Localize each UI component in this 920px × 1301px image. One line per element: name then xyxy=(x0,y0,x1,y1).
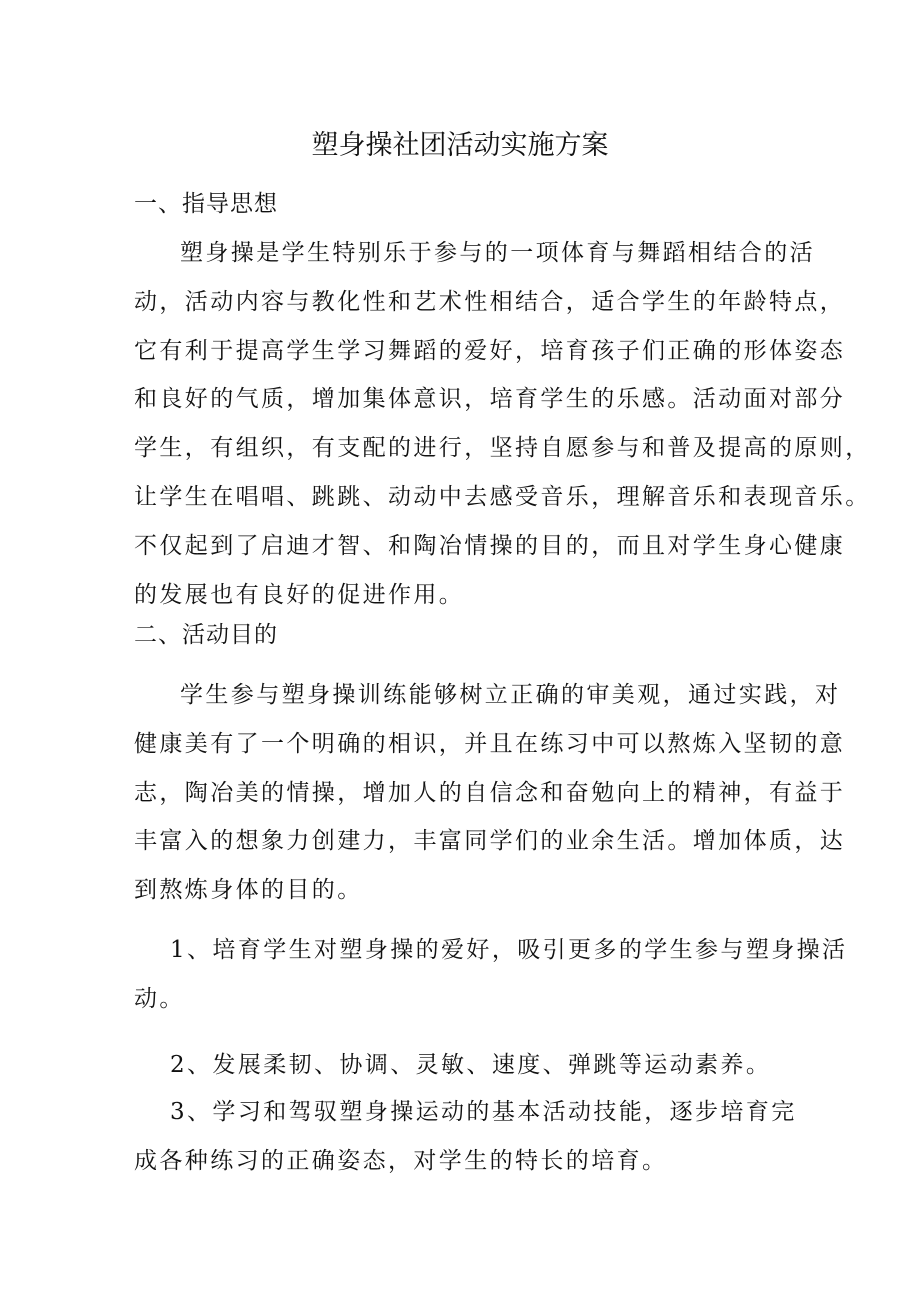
document-title: 塑身操社团活动实施方案 xyxy=(311,130,609,161)
paragraph-line: 和良好的气质，增加集体意识，培育学生的乐感。活动面对部分 xyxy=(134,386,846,413)
paragraph-line: 学生，有组织，有支配的进行，坚持自愿参与和普及提高的原则， xyxy=(134,435,871,462)
section-heading-activity-purpose: 二、活动目的 xyxy=(134,622,278,648)
paragraph-line: 它有利于提高学生学习舞蹈的爱好，培育孩子们正确的形体姿态 xyxy=(134,337,846,364)
paragraph-guiding-ideology xyxy=(134,229,871,619)
list-item-line: 1、培育学生对塑身操的爱好，吸引更多的学生参与塑身操活 xyxy=(170,937,848,963)
paragraph-line: 动，活动内容与教化性和艺术性相结合，适合学生的年龄特点， xyxy=(134,288,846,315)
paragraph-line: 不仅起到了启迪才智、和陶冶情操的目的，而且对学生身心健康 xyxy=(134,532,846,559)
list-item-2 xyxy=(170,1041,771,1090)
paragraph-line: 到熬炼身体的目的。 xyxy=(134,877,363,904)
paragraph-line: 的发展也有良好的促进作用。 xyxy=(134,581,465,608)
section-heading-guiding-ideology: 一、指导思想 xyxy=(134,191,278,217)
paragraph-line: 塑身操是学生特别乐于参与的一项体育与舞蹈相结合的活 xyxy=(180,240,815,266)
list-item-line: 2、发展柔韧、协调、灵敏、速度、弹跳等运动素养。 xyxy=(170,1052,772,1078)
list-item-line: 3、学习和驾驭塑身操运动的基本活动技能，逐步培育完 xyxy=(170,1099,797,1125)
paragraph-line: 志，陶冶美的情操，增加人的自信念和奋勉向上的精神，有益于 xyxy=(134,779,846,806)
list-item-3 xyxy=(134,1088,797,1186)
paragraph-activity-purpose xyxy=(134,671,846,915)
list-item-line: 动。 xyxy=(134,985,185,1012)
paragraph-line: 让学生在唱唱、跳跳、动动中去感受音乐，理解音乐和表现音乐。 xyxy=(134,483,871,510)
list-item-line: 成各种练习的正确姿态，对学生的特长的培育。 xyxy=(134,1147,668,1174)
list-item-1 xyxy=(134,926,848,1024)
paragraph-line: 健康美有了一个明确的相识，并且在练习中可以熬炼入坚韧的意 xyxy=(134,730,846,757)
paragraph-line: 学生参与塑身操训练能够树立正确的审美观，通过实践，对 xyxy=(180,682,841,708)
paragraph-line: 丰富入的想象力创建力，丰富同学们的业余生活。增加体质，达 xyxy=(134,828,846,855)
